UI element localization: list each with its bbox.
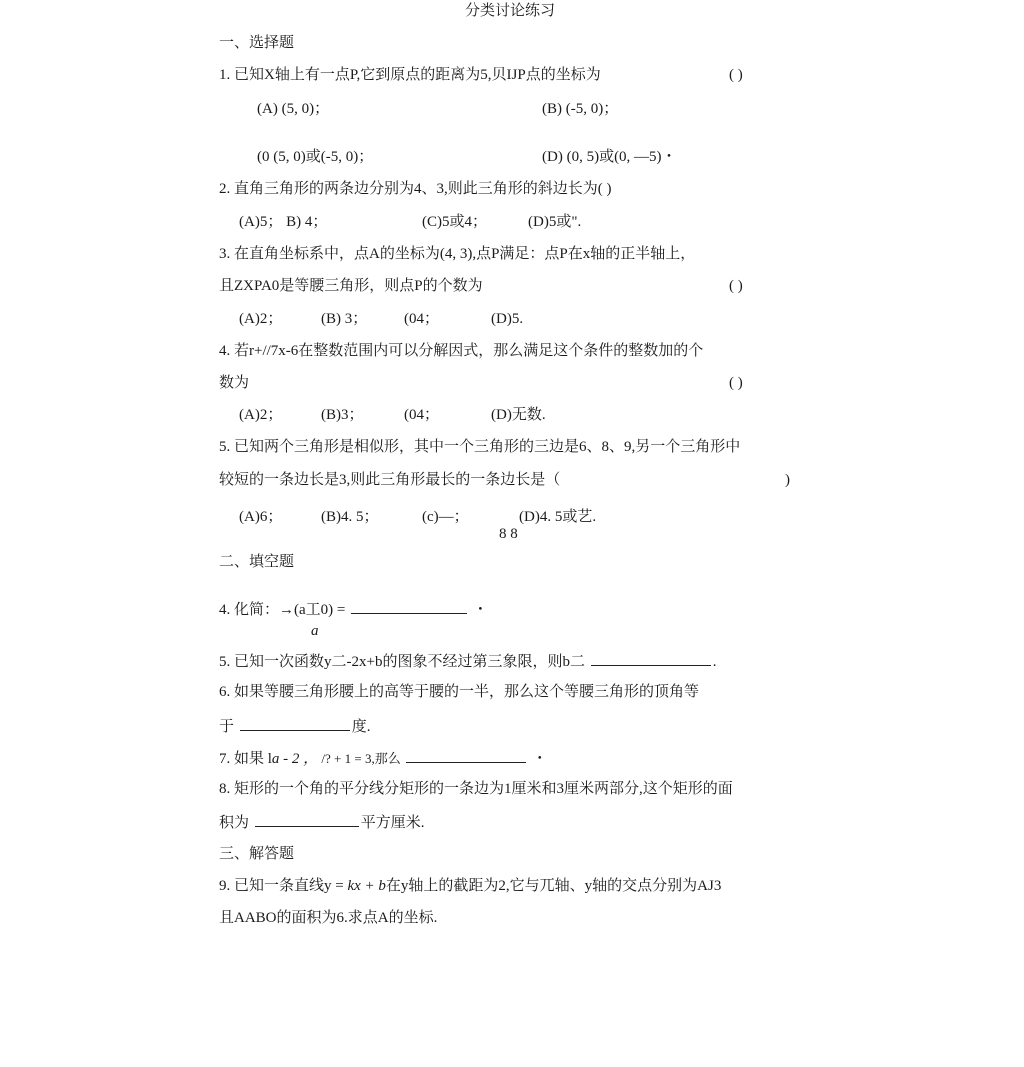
fill-q4-denominator: a [311, 623, 319, 639]
fill-q4-end: ・ [472, 602, 488, 618]
fill-q6-line1: 6. 如果等腰三角形腰上的高等于腰的一半，那么这个等腰三角形的顶角等 [219, 684, 700, 700]
q2-option-c: (C)5或4； [422, 214, 487, 230]
fill-q6-blank[interactable] [240, 716, 350, 731]
q4-stem-line1: 4. 若r+//7x-6在整数范围内可以分解因式，那么满足这个条件的整数加的个 [219, 343, 704, 359]
q2-stem: 2. 直角三角形的两条边分别为4、3,则此三角形的斜边长为( ) [219, 181, 612, 197]
fill-q6-suffix: 度. [351, 719, 371, 735]
answer-q9-line2: 且AABO的面积为6.求点A的坐标. [219, 910, 438, 926]
q5-option-d: (D)4. 5或艺. [519, 509, 597, 525]
q3-answer-paren: ( ) [729, 278, 743, 294]
q4-option-c: (04； [404, 407, 439, 423]
fill-q7-text-c: /? + 1 = 3,那么 [318, 751, 401, 766]
q3-option-d: (D)5. [491, 311, 524, 327]
fill-q5-end: . [712, 654, 717, 670]
fill-q5 [219, 651, 716, 671]
fill-q7 [219, 748, 547, 768]
q5-option-b: (B)4. 5； [321, 509, 379, 525]
q4-option-b: (B)3； [321, 407, 364, 423]
fill-q7-end: ・ [532, 751, 548, 767]
q4-stem-line2: 数为 [219, 375, 250, 391]
fill-q8-blank[interactable] [255, 812, 359, 827]
fill-q4-blank[interactable] [351, 599, 467, 614]
q3-stem-line1: 3. 在直角坐标系中，点A的坐标为(4, 3),点P满足：点P在x轴的正半轴上， [219, 246, 696, 262]
fill-q8-line1: 8. 矩形的一个角的平分线分矩形的一条边为1厘米和3厘米两部分,这个矩形的面 [219, 781, 733, 797]
q5-fraction-denominators: 8 8 [499, 526, 518, 542]
fill-q7-text-b: a - 2 ， [271, 751, 319, 767]
section-heading-answer: 三、解答题 [219, 846, 295, 862]
fill-q4 [219, 599, 488, 619]
q1-option-a: (A) (5, 0)； [257, 101, 330, 117]
q5-stem-line1: 5. 已知两个三角形是相似形，其中一个三角形的三边是6、8、9,另一个三角形中 [219, 439, 741, 455]
q3-option-a: (A)2； [239, 311, 283, 327]
q4-option-a: (A)2； [239, 407, 283, 423]
fill-q8-suffix: 平方厘米. [360, 815, 425, 831]
q1-stem: 1. 已知X轴上有一点P,它到原点的距离为5,贝IJP点的坐标为 [219, 67, 601, 83]
fill-q8-line2 [219, 812, 425, 832]
fill-q6-line2 [219, 716, 371, 736]
page-title: 分类讨论练习 [464, 3, 555, 19]
q2-option-d: (D)5或". [528, 214, 582, 230]
answer-q9-formula: kx + b [347, 878, 386, 894]
q1-option-c: (0 (5, 0)或(-5, 0)； [257, 149, 374, 165]
q5-stem-line2: 较短的一条边长是3,则此三角形最长的一条边长是（ [219, 472, 561, 488]
fill-q4-text: 4. 化简：→(a工0) = [219, 602, 346, 618]
fill-q6-prefix: 于 [219, 719, 235, 735]
q1-answer-paren: ( ) [729, 67, 743, 83]
fill-q8-prefix: 积为 [219, 815, 250, 831]
q2-option-ab: (A)5； B) 4； [239, 214, 328, 230]
q1-option-d: (D) (0, 5)或(0, —5)・ [542, 149, 677, 165]
fill-q5-blank[interactable] [591, 651, 711, 666]
q5-option-a: (A)6； [239, 509, 283, 525]
answer-q9-line1 [219, 877, 721, 895]
q5-option-c: (c)—； [422, 509, 469, 525]
q3-stem-line2: 且ZXPA0是等腰三角形，则点P的个数为 [219, 278, 483, 294]
q4-option-d: (D)无数. [491, 407, 546, 423]
q5-answer-paren: ) [785, 472, 790, 488]
fill-q5-text: 5. 已知一次函数y二-2x+b的图象不经过第三象限，则b二 [219, 654, 585, 670]
section-heading-choice: 一、选择题 [219, 35, 295, 51]
q3-option-b: (B) 3； [321, 311, 368, 327]
q4-answer-paren: ( ) [729, 375, 743, 391]
fill-q7-blank[interactable] [406, 748, 526, 763]
fill-q7-text-a: 7. 如果 l [219, 751, 272, 767]
answer-q9-text-c: 在y轴上的截距为2,它与兀轴、y轴的交点分别为AJ3 [385, 878, 722, 894]
section-heading-fill: 二、填空题 [219, 554, 295, 570]
q1-option-b: (B) (-5, 0)； [542, 101, 619, 117]
answer-q9-text-a: 9. 已知一条直线y = [219, 878, 348, 894]
q3-option-c: (04； [404, 311, 439, 327]
